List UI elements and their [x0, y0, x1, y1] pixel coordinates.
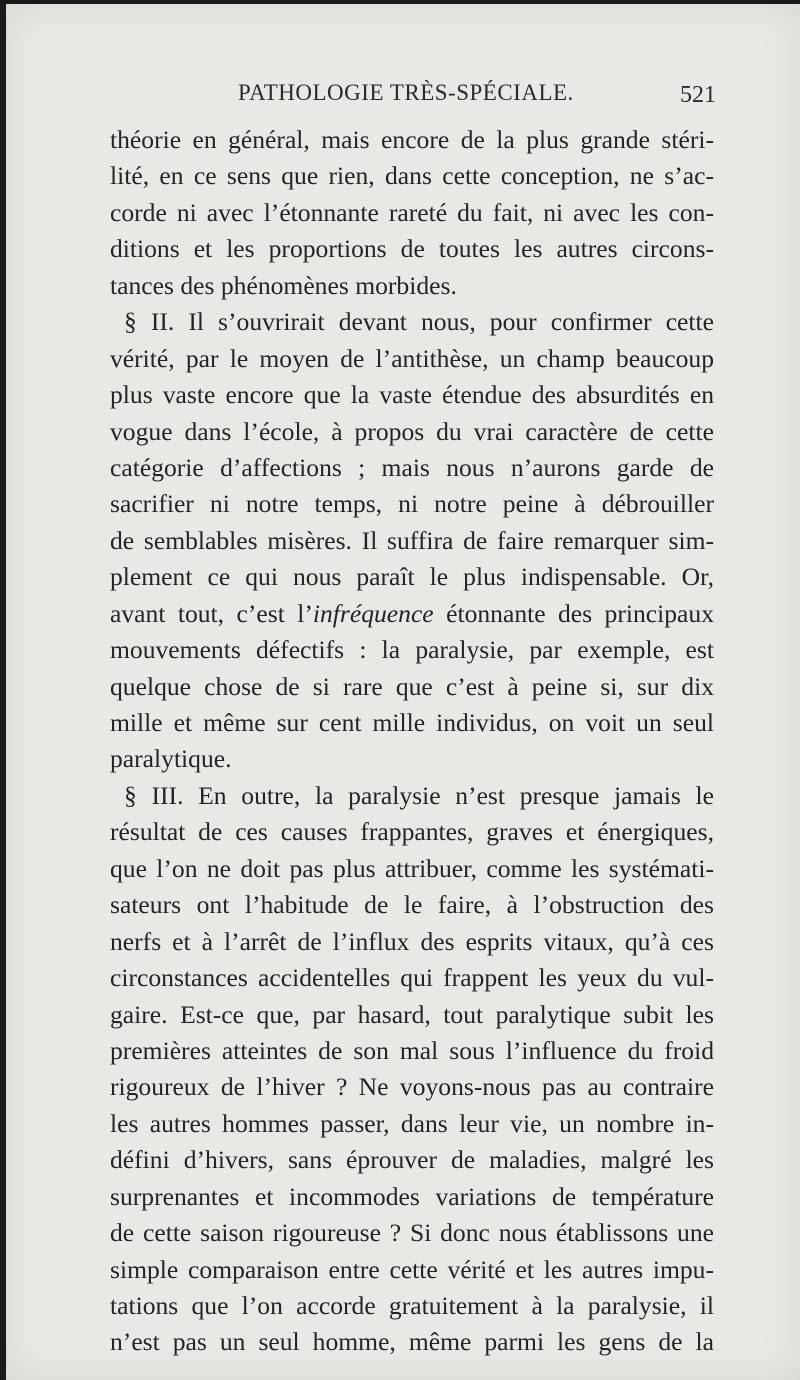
running-header — [106, 80, 716, 116]
text-line: paralytique. — [110, 744, 232, 774]
text-line: gaire. Est-ce que, par hasard, tout paralytique subit les — [110, 999, 714, 1029]
text-line: les autres hommes passer, dans leur vie, un nombre in- — [110, 1108, 714, 1138]
text-line: plus vaste encore que la vaste étendue des absurdités en — [110, 380, 714, 410]
text-segment: avant tout, c’est l’ — [110, 598, 313, 628]
text-line: théorie en général, mais encore de la plus grande stéri- — [110, 125, 714, 154]
text-line: sateurs ont l’habitude de le faire, à l’obstruction des — [110, 890, 714, 920]
text-line: n’est pas un seul homme, même parmi les gens de la — [110, 1327, 714, 1357]
text-line: tations que l’on accorde gratuitement à la paralysie, il — [110, 1291, 714, 1320]
text-line: que l’on ne doit pas plus attribuer, comme les systémati- — [110, 853, 714, 883]
text-line: rigoureux de l’hiver ? Ne voyons-nous pas au contraire — [110, 1072, 714, 1102]
text-line: circonstances accidentelles qui frappent les yeux du vul- — [110, 963, 714, 993]
text-line: corde ni avec l’étonnante rareté du fait, ni avec les con- — [110, 197, 714, 227]
section-ii-first-line: § II. Il s’ouvrirait devant nous, pour confirmer cette — [124, 307, 714, 337]
section-iii-first-line: § III. En outre, la paralysie n’est presque jamais le — [124, 780, 714, 810]
body-text — [110, 122, 714, 1361]
text-line: premières atteintes de son mal sous l’influence du froid — [110, 1035, 714, 1065]
text-line: tances des phénomènes morbides. — [110, 270, 457, 300]
text-line: simple comparaison entre cette vérité et les autres impu- — [110, 1254, 714, 1284]
italic-term: infréquence — [312, 598, 434, 628]
text-line: lité, en ce sens que rien, dans cette conception, ne s’ac- — [110, 161, 714, 191]
text-line: quelque chose de si rare que c’est à peine si, sur dix — [110, 671, 714, 701]
book-page — [6, 4, 800, 1380]
text-line: plement ce qui nous paraît le plus indispensable. Or, — [110, 562, 714, 592]
text-line: vogue dans l’école, à propos du vrai caractère de cette — [110, 416, 714, 446]
text-line: sacrifier ni notre temps, ni notre peine à débrouiller — [110, 489, 714, 519]
text-line: nerfs et à l’arrêt de l’influx des esprits vitaux, qu’à ces — [110, 926, 714, 956]
text-line: surprenantes et incommodes variations de température — [110, 1181, 714, 1211]
text-line-with-italic — [110, 596, 714, 632]
text-line: de semblables misères. Il suffira de faire remarquer sim- — [110, 525, 714, 555]
text-line: résultat de ces causes frappantes, graves et énergiques, — [110, 817, 714, 847]
text-line: vérité, par le moyen de l’antithèse, un champ beaucoup — [110, 343, 714, 373]
text-line: catégorie d’affections ; mais nous n’aurons garde de — [110, 452, 714, 482]
text-line: défini d’hivers, sans éprouver de maladies, malgré les — [110, 1145, 714, 1175]
text-line: de cette saison rigoureuse ? Si donc nous établissons une — [110, 1218, 714, 1248]
page-number: 521 — [680, 82, 716, 108]
text-segment: étonnante des principaux — [433, 598, 714, 628]
text-line: mouvements défectifs : la paralysie, par exemple, est — [110, 635, 714, 665]
text-line: mille et même sur cent mille individus, on voit un seul — [110, 708, 714, 737]
text-line: ditions et les proportions de toutes les autres circons- — [110, 234, 714, 264]
running-title: PATHOLOGIE TRÈS-SPÉCIALE. — [238, 80, 574, 105]
